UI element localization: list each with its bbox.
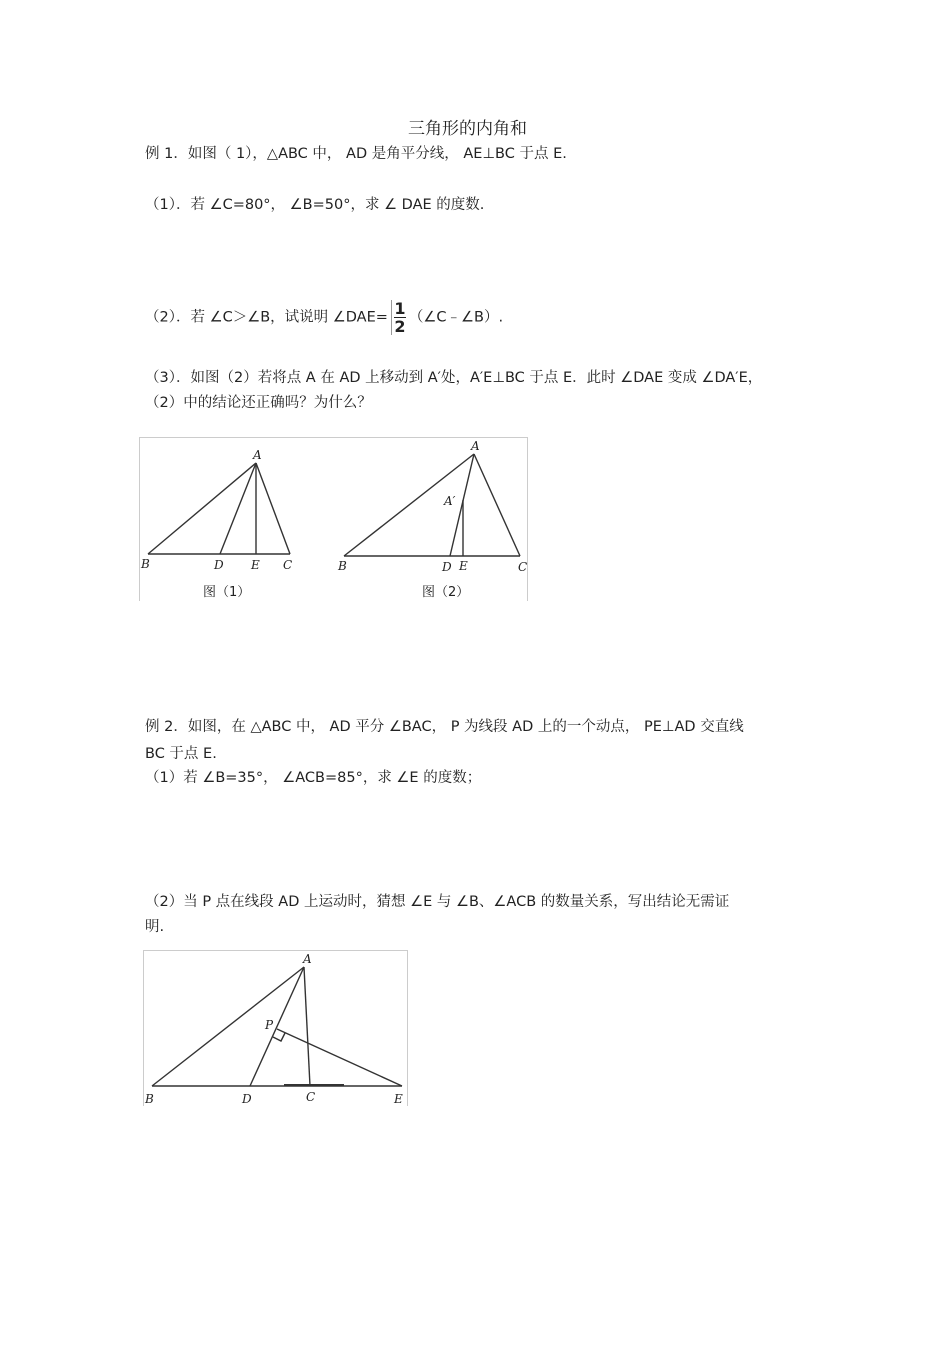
example1-stem: 例 1．如图（ 1），△ABC 中， AD 是角平分线， AE⊥BC 于点 E. xyxy=(145,146,567,162)
figure-2 xyxy=(304,437,528,601)
figure-2-caption: 图（2） xyxy=(422,585,470,600)
label-A: A xyxy=(253,448,262,462)
example2-stem-line2: BC 于点 E. xyxy=(145,746,217,762)
label-E: E xyxy=(394,1092,403,1106)
question2-text-before: （2）．若 ∠C＞∠B，试说明 ∠DAE= xyxy=(145,309,388,326)
fraction-denominator: 2 xyxy=(394,317,406,336)
example2-question1: （1）若 ∠B=35°， ∠ACB=85°，求 ∠E 的度数； xyxy=(145,770,482,786)
segment-AD xyxy=(250,967,304,1086)
example2-question2-line1: （2）当 P 点在线段 AD 上运动时，猜想 ∠E 与 ∠B、∠ACB 的数量关系，写出结论无需证 xyxy=(145,894,730,910)
example1-question3-line1: （3）．如图（2）若将点 A 在 AD 上移动到 A′处，A′E⊥BC 于点 E．此时 ∠DAE 变成 ∠DA′E， xyxy=(145,370,763,386)
label-A: A xyxy=(303,952,312,966)
label-C: C xyxy=(283,558,293,572)
figure-example2-diagram xyxy=(144,951,407,1106)
figure-2-diagram xyxy=(304,438,527,601)
label-E: E xyxy=(251,558,260,572)
label-C: C xyxy=(306,1090,316,1104)
label-B: B xyxy=(145,1092,154,1106)
figure-example2 xyxy=(143,950,408,1106)
label-D: D xyxy=(442,560,452,574)
figure-1-diagram xyxy=(140,438,305,601)
fraction-numerator: 1 xyxy=(394,299,406,318)
example1-question1: （1）．若 ∠C=80°， ∠B=50°，求 ∠ DAE 的度数. xyxy=(145,197,485,213)
figure-1-caption: 图（1） xyxy=(203,585,251,600)
fraction-one-half xyxy=(391,300,406,335)
segment-AC xyxy=(474,454,520,556)
label-B: B xyxy=(338,559,347,573)
segment-PE xyxy=(277,1029,402,1086)
label-D: D xyxy=(242,1092,252,1106)
label-C: C xyxy=(518,560,527,574)
figure-1 xyxy=(139,437,305,601)
example1-question2 xyxy=(145,300,503,335)
right-angle-mark xyxy=(273,1033,285,1041)
segment-AC xyxy=(256,463,290,554)
segment-AB xyxy=(152,967,304,1086)
question2-text-after: （∠C﹣∠B）. xyxy=(408,309,504,326)
label-D: D xyxy=(214,558,224,572)
label-A: A xyxy=(471,439,480,453)
page-title: 三角形的内角和 xyxy=(408,119,527,139)
label-B: B xyxy=(141,557,150,571)
label-E: E xyxy=(459,559,468,573)
label-A-prime: A′ xyxy=(444,494,456,508)
example2-question2-line2: 明. xyxy=(145,919,165,935)
example1-question3-line2: （2）中的结论还正确吗？为什么？ xyxy=(145,395,372,411)
segment-AC xyxy=(304,967,310,1086)
segment-AB xyxy=(148,463,256,554)
label-P: P xyxy=(265,1018,274,1032)
example2-stem-line1: 例 2．如图，在 △ABC 中， AD 平分 ∠BAC， P 为线段 AD 上的一个动点， PE⊥AD 交直线 xyxy=(145,719,744,735)
segment-AD xyxy=(220,463,256,554)
